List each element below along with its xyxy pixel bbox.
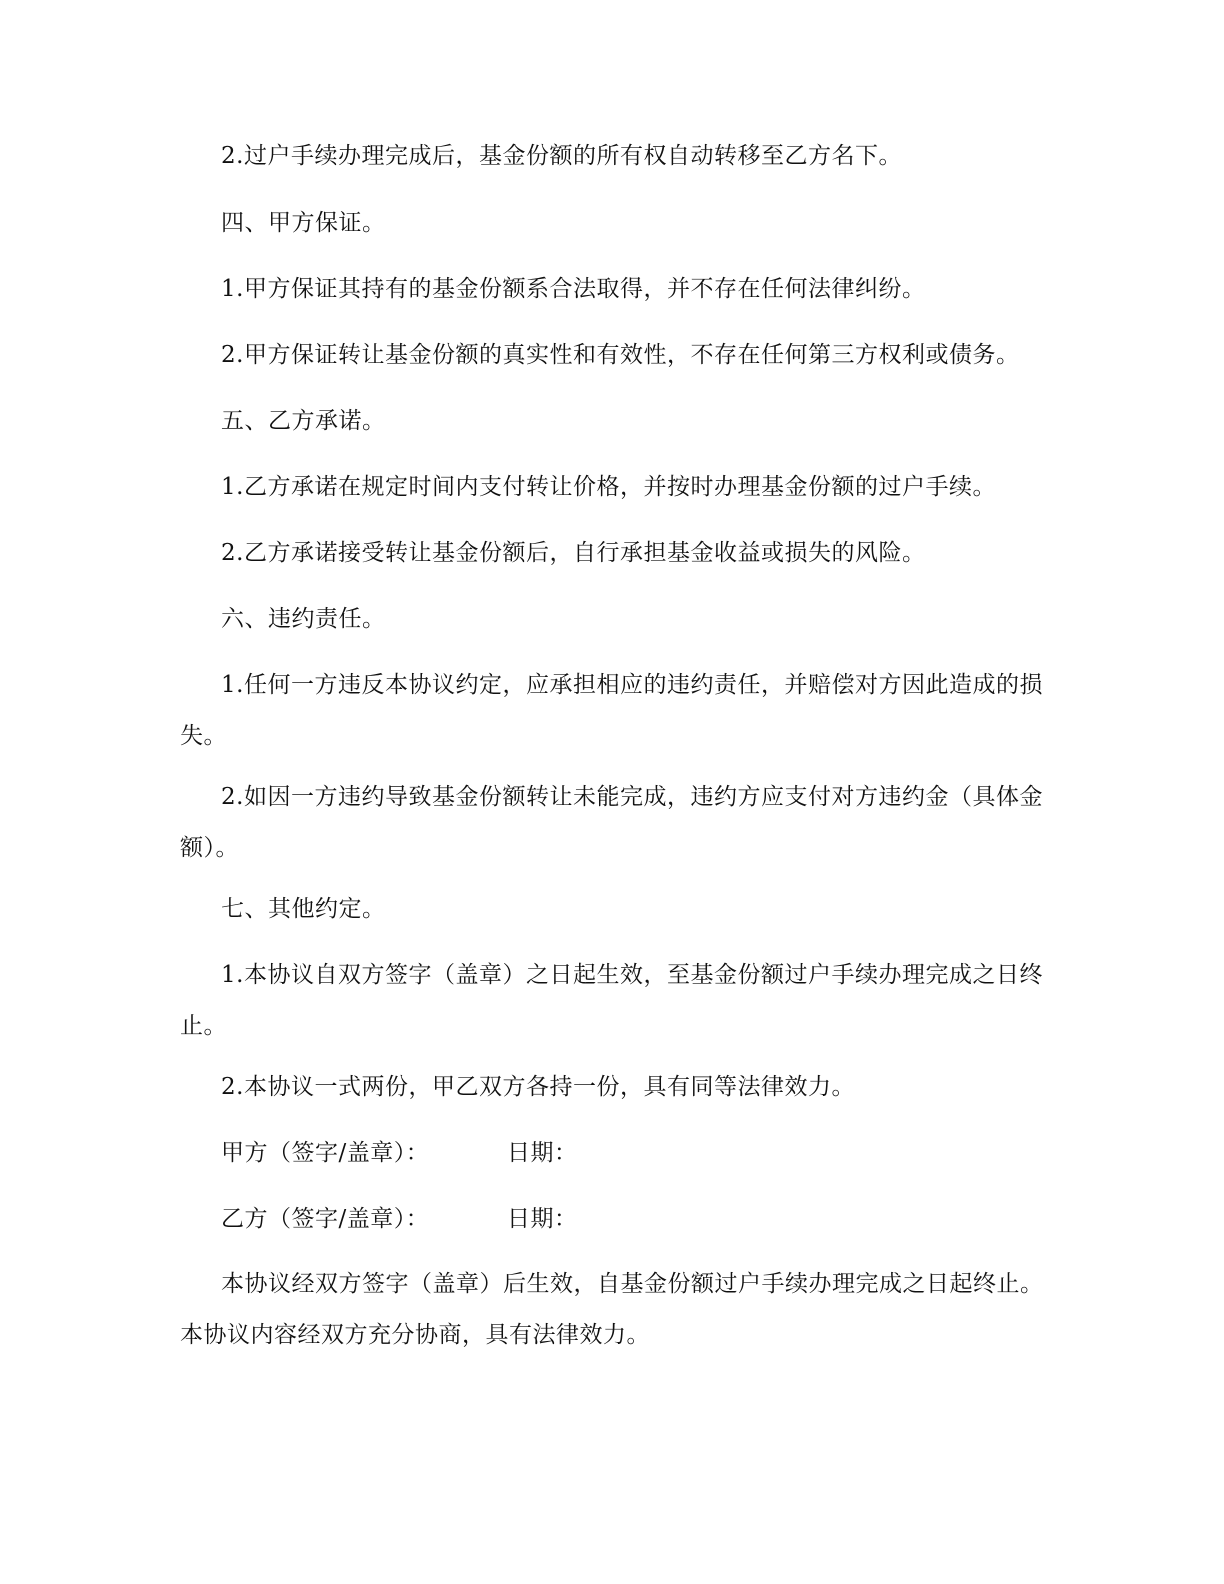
paragraph: 1.任何一方违反本协议约定，应承担相应的违约责任，并赔偿对方因此造成的损失。 — [180, 672, 1043, 749]
paragraph: 2.乙方承诺接受转让基金份额后，自行承担基金收益或损失的风险。 — [221, 540, 926, 566]
paragraph: 1.本协议自双方签字（盖章）之日起生效，至基金份额过户手续办理完成之日终止。 — [180, 962, 1043, 1039]
paragraph: 2.甲方保证转让基金份额的真实性和有效性，不存在任何第三方权利或债务。 — [221, 342, 1020, 368]
date-label: 日期： — [507, 1140, 578, 1166]
paragraph: 1.甲方保证其持有的基金份额系合法取得，并不存在任何法律纠纷。 — [221, 276, 926, 302]
signature-label: 甲方（签字/盖章）： — [221, 1140, 430, 1166]
paragraph: 2.过户手续办理完成后，基金份额的所有权自动转移至乙方名下。 — [221, 143, 902, 169]
signature-label: 乙方（签字/盖章）： — [221, 1206, 430, 1232]
closing-paragraph: 本协议经双方签字（盖章）后生效，自基金份额过户手续办理完成之日起终止。本协议内容经双方充分协商，具有法律效力。 — [180, 1271, 1044, 1348]
paragraph: 2.本协议一式两份，甲乙双方各持一份，具有同等法律效力。 — [221, 1074, 855, 1100]
section-heading: 七、其他约定。 — [221, 896, 386, 922]
section-heading: 五、乙方承诺。 — [221, 408, 386, 434]
section-heading: 四、甲方保证。 — [221, 210, 386, 236]
section-heading: 六、违约责任。 — [221, 606, 386, 632]
paragraph: 2.如因一方违约导致基金份额转让未能完成，违约方应支付对方违约金（具体金额）。 — [180, 784, 1043, 861]
date-label: 日期： — [507, 1206, 578, 1232]
paragraph: 1.乙方承诺在规定时间内支付转让价格，并按时办理基金份额的过户手续。 — [221, 474, 996, 500]
